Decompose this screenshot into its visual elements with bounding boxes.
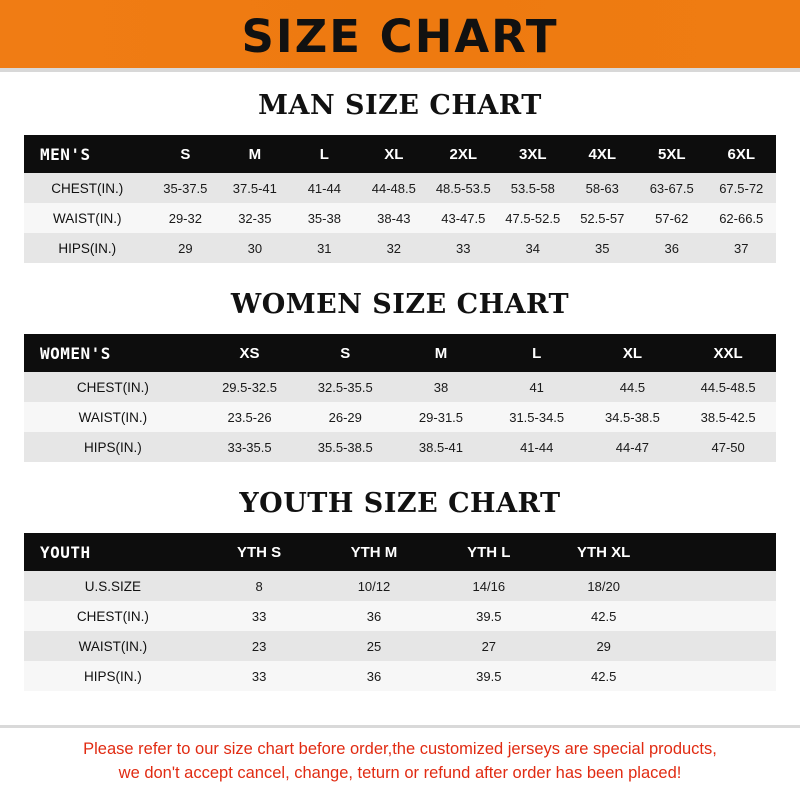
women-header-xl: XL (585, 334, 681, 372)
women-header-m: M (393, 334, 489, 372)
women-chest-xl: 44.5 (585, 372, 681, 402)
youth-waist-l: 27 (431, 631, 546, 661)
table-row (24, 233, 776, 263)
men-row-label-chest: CHEST(IN.) (24, 173, 151, 203)
women-chest-xxl: 44.5-48.5 (680, 372, 776, 402)
women-chest-m: 38 (393, 372, 489, 402)
footer-line-2: we don't accept cancel, change, teturn or refund after order has been placed! (118, 764, 682, 783)
youth-header-s: YTH S (202, 533, 317, 571)
women-waist-s: 26-29 (297, 402, 393, 432)
youth-table-header (24, 533, 776, 571)
women-row-label-waist: WAIST(IN.) (24, 402, 202, 432)
men-hips-xl: 32 (359, 233, 428, 263)
men-chest-l: 41-44 (290, 173, 359, 203)
youth-row-label-chest: CHEST(IN.) (24, 601, 202, 631)
men-hips-2xl: 33 (429, 233, 498, 263)
women-hips-l: 41-44 (489, 432, 585, 462)
table-header-row (24, 334, 776, 372)
men-section-title: MAN SIZE CHART (258, 90, 542, 121)
women-hips-xs: 33-35.5 (202, 432, 298, 462)
table-row (24, 402, 776, 432)
women-row-label-hips: HIPS(IN.) (24, 432, 202, 462)
youth-waist-m: 25 (317, 631, 432, 661)
men-waist-5xl: 57-62 (637, 203, 706, 233)
women-hips-xl: 44-47 (585, 432, 681, 462)
youth-ussize-empty (661, 571, 776, 601)
women-row-label-chest: CHEST(IN.) (24, 372, 202, 402)
men-header-label: MEN'S (24, 135, 151, 173)
men-table-body (24, 173, 776, 263)
men-header-4xl: 4XL (568, 135, 637, 173)
men-chest-s: 35-37.5 (151, 173, 220, 203)
women-waist-l: 31.5-34.5 (489, 402, 585, 432)
women-hips-m: 38.5-41 (393, 432, 489, 462)
table-row (24, 173, 776, 203)
women-section-title: WOMEN SIZE CHART (230, 289, 570, 320)
women-section (0, 289, 800, 462)
table-row (24, 432, 776, 462)
youth-hips-l: 39.5 (431, 661, 546, 691)
women-waist-xs: 23.5-26 (202, 402, 298, 432)
youth-hips-empty (661, 661, 776, 691)
table-row (24, 203, 776, 233)
men-header-s: S (151, 135, 220, 173)
men-chest-2xl: 48.5-53.5 (429, 173, 498, 203)
youth-waist-empty (661, 631, 776, 661)
footer-disclaimer (0, 725, 800, 800)
men-header-xl: XL (359, 135, 428, 173)
youth-hips-xl: 42.5 (546, 661, 661, 691)
table-header-row (24, 533, 776, 571)
men-chest-3xl: 53.5-58 (498, 173, 567, 203)
men-header-2xl: 2XL (429, 135, 498, 173)
header-banner (0, 0, 800, 72)
men-chest-5xl: 63-67.5 (637, 173, 706, 203)
women-hips-s: 35.5-38.5 (297, 432, 393, 462)
youth-chest-m: 36 (317, 601, 432, 631)
men-waist-3xl: 47.5-52.5 (498, 203, 567, 233)
table-header-row (24, 135, 776, 173)
women-header-xxl: XXL (680, 334, 776, 372)
men-waist-xl: 38-43 (359, 203, 428, 233)
youth-hips-s: 33 (202, 661, 317, 691)
youth-ussize-l: 14/16 (431, 571, 546, 601)
men-header-3xl: 3XL (498, 135, 567, 173)
men-waist-6xl: 62-66.5 (706, 203, 776, 233)
table-row (24, 372, 776, 402)
youth-section-title: YOUTH SIZE CHART (239, 488, 561, 519)
table-row (24, 571, 776, 601)
men-header-m: M (220, 135, 289, 173)
youth-chest-l: 39.5 (431, 601, 546, 631)
women-header-xs: XS (202, 334, 298, 372)
men-chest-m: 37.5-41 (220, 173, 289, 203)
women-hips-xxl: 47-50 (680, 432, 776, 462)
men-waist-2xl: 43-47.5 (429, 203, 498, 233)
youth-header-empty (661, 533, 776, 571)
youth-ussize-s: 8 (202, 571, 317, 601)
women-table-body (24, 372, 776, 462)
footer-line-1: Please refer to our size chart before order,the customized jerseys are special products, (83, 740, 717, 759)
men-chest-4xl: 58-63 (568, 173, 637, 203)
youth-chest-empty (661, 601, 776, 631)
men-hips-4xl: 35 (568, 233, 637, 263)
youth-header-l: YTH L (431, 533, 546, 571)
youth-waist-s: 23 (202, 631, 317, 661)
women-waist-m: 29-31.5 (393, 402, 489, 432)
men-hips-6xl: 37 (706, 233, 776, 263)
women-header-label: WOMEN'S (24, 334, 202, 372)
men-hips-5xl: 36 (637, 233, 706, 263)
women-chest-s: 32.5-35.5 (297, 372, 393, 402)
youth-table-body (24, 571, 776, 691)
men-row-label-hips: HIPS(IN.) (24, 233, 151, 263)
men-row-label-waist: WAIST(IN.) (24, 203, 151, 233)
men-waist-4xl: 52.5-57 (568, 203, 637, 233)
youth-header-label: YOUTH (24, 533, 202, 571)
youth-header-xl: YTH XL (546, 533, 661, 571)
men-hips-l: 31 (290, 233, 359, 263)
women-waist-xl: 34.5-38.5 (585, 402, 681, 432)
page-title: SIZE CHART (241, 9, 559, 63)
men-hips-m: 30 (220, 233, 289, 263)
table-row (24, 601, 776, 631)
youth-ussize-m: 10/12 (317, 571, 432, 601)
youth-chest-s: 33 (202, 601, 317, 631)
women-header-s: S (297, 334, 393, 372)
youth-row-label-hips: HIPS(IN.) (24, 661, 202, 691)
table-row (24, 631, 776, 661)
table-row (24, 661, 776, 691)
men-header-l: L (290, 135, 359, 173)
men-table-header (24, 135, 776, 173)
youth-hips-m: 36 (317, 661, 432, 691)
youth-row-label-waist: WAIST(IN.) (24, 631, 202, 661)
men-size-table (24, 135, 776, 263)
youth-row-label-ussize: U.S.SIZE (24, 571, 202, 601)
men-waist-l: 35-38 (290, 203, 359, 233)
men-header-5xl: 5XL (637, 135, 706, 173)
women-table-header (24, 334, 776, 372)
youth-header-m: YTH M (317, 533, 432, 571)
men-chest-xl: 44-48.5 (359, 173, 428, 203)
men-hips-s: 29 (151, 233, 220, 263)
women-size-table (24, 334, 776, 462)
men-section (0, 90, 800, 263)
women-waist-xxl: 38.5-42.5 (680, 402, 776, 432)
youth-chest-xl: 42.5 (546, 601, 661, 631)
men-header-6xl: 6XL (706, 135, 776, 173)
youth-waist-xl: 29 (546, 631, 661, 661)
men-waist-m: 32-35 (220, 203, 289, 233)
men-chest-6xl: 67.5-72 (706, 173, 776, 203)
men-hips-3xl: 34 (498, 233, 567, 263)
men-waist-s: 29-32 (151, 203, 220, 233)
youth-size-table (24, 533, 776, 691)
women-chest-xs: 29.5-32.5 (202, 372, 298, 402)
youth-ussize-xl: 18/20 (546, 571, 661, 601)
women-header-l: L (489, 334, 585, 372)
women-chest-l: 41 (489, 372, 585, 402)
youth-section (0, 488, 800, 691)
